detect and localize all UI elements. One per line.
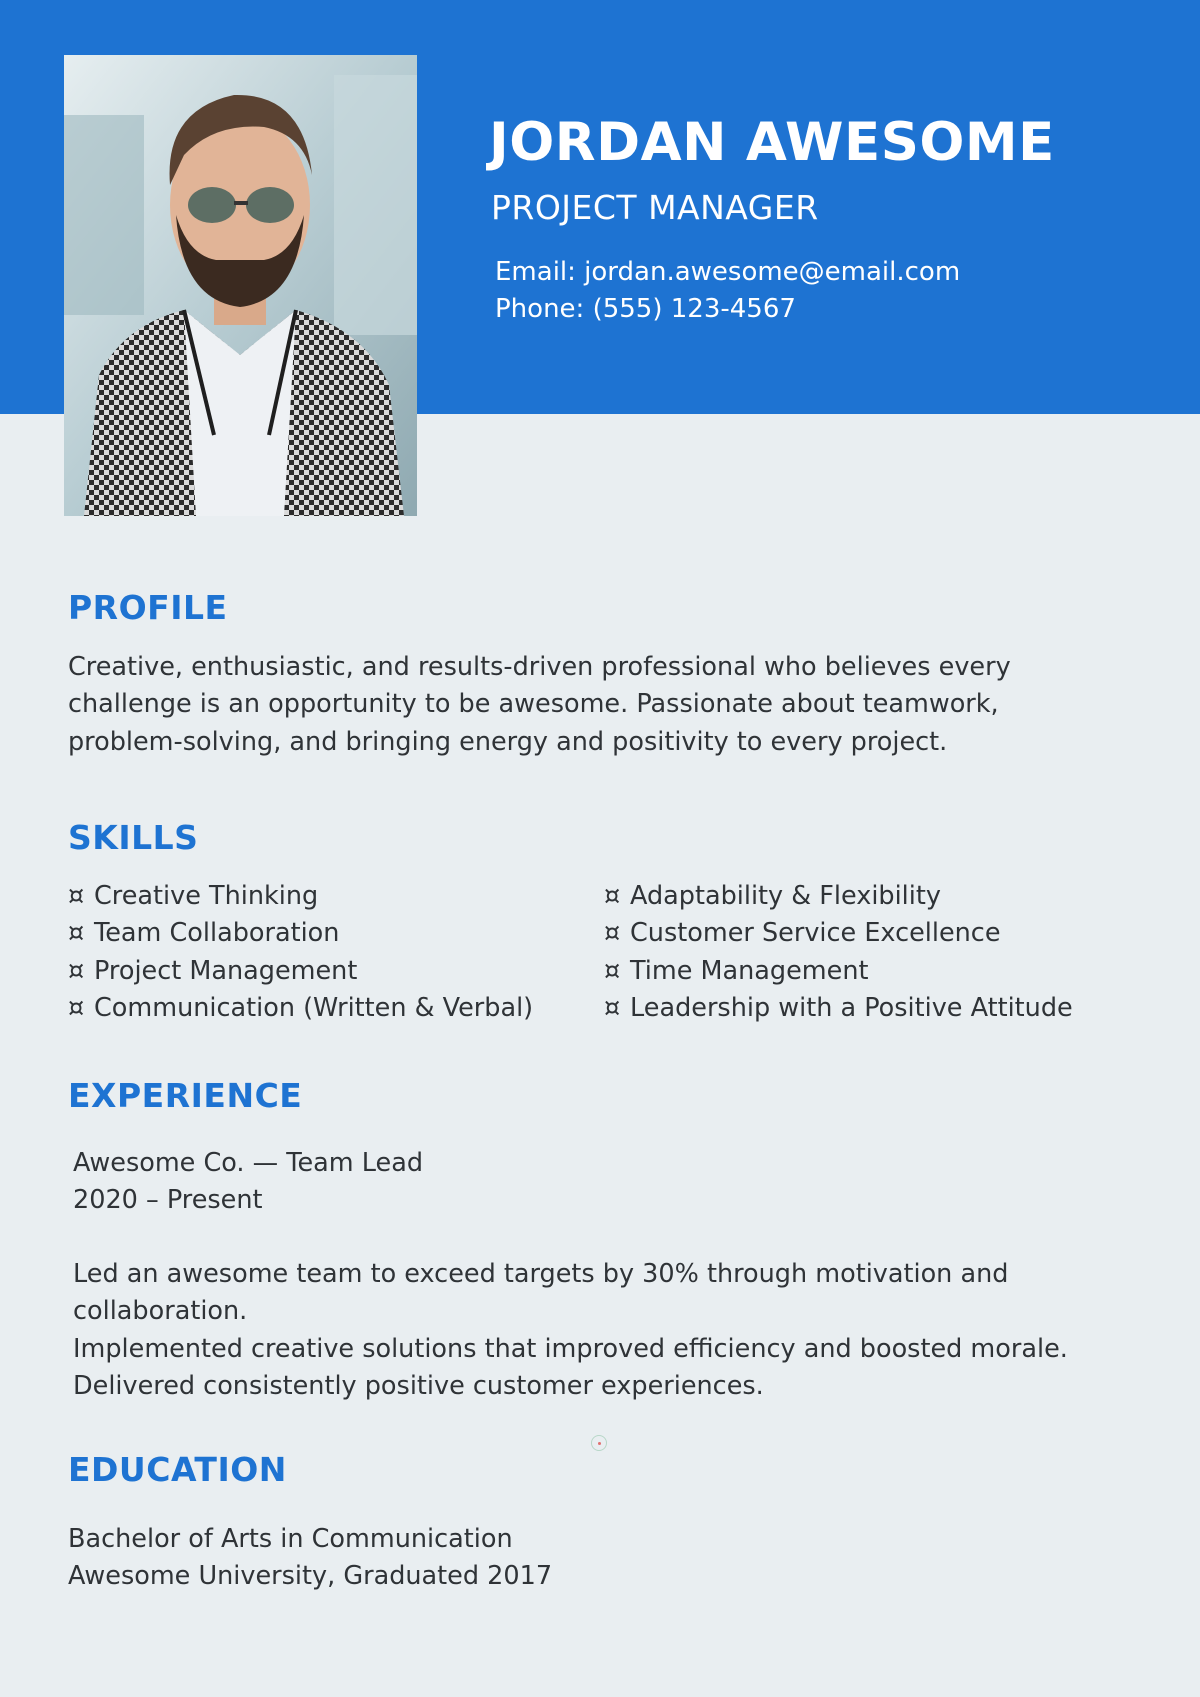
- skill-label: Project Management: [94, 955, 358, 986]
- education-heading: EDUCATION: [68, 1450, 287, 1489]
- job-title: PROJECT MANAGER: [491, 188, 819, 227]
- skill-label: Customer Service Excellence: [630, 918, 1001, 949]
- candidate-name: JORDAN AWESOME: [489, 112, 1055, 173]
- education-school: Awesome University, Graduated 2017: [68, 1561, 553, 1591]
- profile-text: Creative, enthusiastic, and results-driven professional who believes every challenge is an opportunity to be awesome. Passionate about teamwork, problem-solving, and bringing energy and positivity to every project.: [68, 652, 1011, 757]
- skills-column-right: [604, 878, 1073, 1027]
- skill-label: Team Collaboration: [94, 918, 340, 949]
- skill-item: [68, 878, 533, 915]
- skill-item: [604, 990, 1073, 1027]
- skills-column-left: [68, 878, 533, 1027]
- profile-heading: PROFILE: [68, 588, 228, 627]
- skill-label: Leadership with a Positive Attitude: [630, 992, 1073, 1023]
- skill-label: Adaptability & Flexibility: [630, 881, 941, 911]
- bullet-icon: ¤: [604, 992, 621, 1023]
- experience-heading: EXPERIENCE: [68, 1076, 303, 1115]
- bullet-icon: ¤: [68, 918, 85, 949]
- skill-label: Communication (Written & Verbal): [94, 992, 534, 1023]
- cursor-marker: [591, 1435, 607, 1451]
- skill-item: [604, 878, 1073, 915]
- skill-item: [604, 915, 1073, 952]
- skill-item: [68, 990, 533, 1027]
- contact-phone[interactable]: Phone: (555) 123-4567: [495, 294, 796, 324]
- contact-email[interactable]: Email: jordan.awesome@email.com: [495, 257, 961, 287]
- bullet-icon: ¤: [68, 955, 85, 986]
- bullet-icon: ¤: [604, 918, 621, 949]
- experience-dates: 2020 – Present: [73, 1185, 263, 1215]
- experience-detail-line: Implemented creative solutions that improved efficiency and boosted morale.: [73, 1333, 1068, 1364]
- bullet-icon: ¤: [604, 955, 621, 986]
- education-degree: Bachelor of Arts in Communication: [68, 1524, 513, 1554]
- experience-detail-line: Delivered consistently positive customer experiences.: [73, 1370, 764, 1401]
- bullet-icon: ¤: [604, 881, 621, 911]
- bullet-icon: ¤: [68, 881, 85, 911]
- bullet-icon: ¤: [68, 992, 85, 1023]
- profile-photo: [64, 55, 417, 516]
- experience-details: [73, 1256, 1133, 1405]
- skills-heading: SKILLS: [68, 818, 199, 857]
- skill-item: [68, 953, 533, 990]
- skill-item: [604, 953, 1073, 990]
- skill-label: Creative Thinking: [94, 881, 319, 911]
- skill-item: [68, 915, 533, 952]
- experience-detail-line: Led an awesome team to exceed targets by 30% through motivation and collaboration.: [73, 1259, 1009, 1327]
- skill-label: Time Management: [630, 955, 869, 986]
- experience-company-role: Awesome Co. — Team Lead: [73, 1148, 424, 1178]
